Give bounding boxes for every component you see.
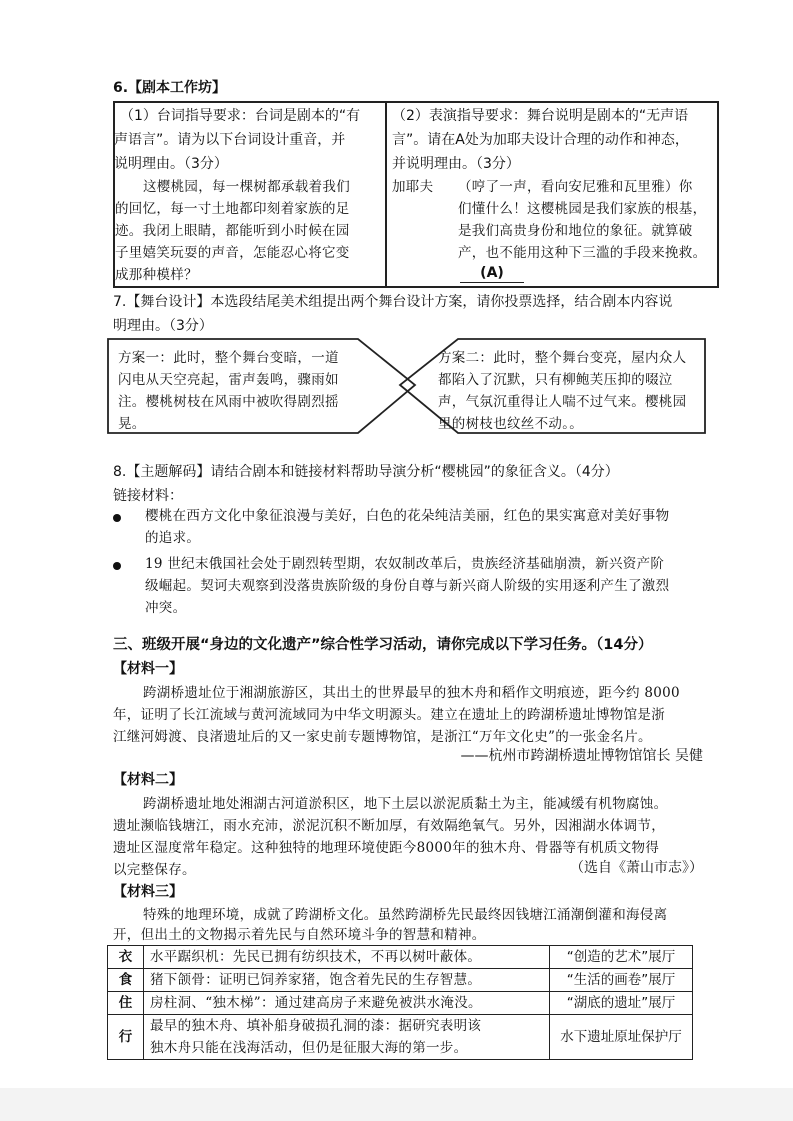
m3-label: 【材料三】	[113, 884, 183, 900]
table-row	[108, 992, 693, 1015]
m1-line-3: 江继河姆渡、良渚遗址后的又一家史前专题博物馆，是浙江“万年文化史”的一张金名片。	[113, 729, 652, 745]
q6-right-text-3: 是我们高贵身份和地位的象征。就算破	[458, 223, 693, 239]
q8-link-label: 链接材料：	[113, 488, 183, 504]
q8-bullet-2-line-1: 19 世纪末俄国社会处于剧烈转型期，农奴制改革后，贵族经济基础崩溃，新兴资产阶	[145, 556, 665, 572]
m2-label: 【材料二】	[113, 772, 183, 788]
m3-line-2: 开，但出土的文物揭示着先民与自然环境斗争的智慧和精神。	[113, 927, 486, 943]
m2-line-2: 遗址濒临钱塘江，雨水充沛，淤泥沉积不断加厚，有效隔绝氧气。另外，因湘湖水体调节，	[113, 818, 665, 834]
table-hall: 水下遗址原址保护厅	[550, 1015, 693, 1060]
table-desc: 水平踞织机：先民已拥有纺织技术，不再以树叶蔽体。	[144, 946, 550, 969]
q7-title-2: 明理由。（3分）	[113, 318, 213, 334]
q6-left-text-4: 子里嬉笑玩耍的声音，怎能忍心将它变	[115, 245, 350, 261]
q6-right-prompt-2: 言”。请在A处为加耶夫设计合理的动作和神态，	[392, 132, 689, 148]
table-desc: 房柱洞、“独木梯”：通过建高房子来避免被洪水淹没。	[144, 992, 550, 1015]
m2-line-4: 以完整保存。	[113, 862, 196, 878]
q6-right-prompt-1: （2）表演指导要求：舞台说明是剧本的“无声语	[392, 108, 689, 124]
plan2-line-2: 都陷入了沉默，只有柳鲍芙压抑的啜泣	[438, 372, 673, 388]
q8-bullet-2-line-3: 冲突。	[145, 600, 187, 616]
table-desc-line: 最早的独木舟、填补船身破损孔洞的漆：据研究表明该	[150, 1018, 482, 1034]
q6-left-text-3: 迹。我闭上眼睛，都能听到小时候在园	[115, 223, 350, 239]
m1-line-2: 年，证明了长江流域与黄河流域同为中华文明源头。建立在遗址上的跨湖桥遗址博物馆是浙	[113, 707, 665, 723]
table-hall: “生活的画卷”展厅	[550, 969, 693, 992]
m1-source: ——杭州市跨湖桥遗址博物馆馆长 吴健	[460, 748, 703, 764]
q6-title: 6.【剧本工作坊】	[113, 80, 227, 96]
plan2-line-3: 声，气氛沉重得让人喘不过气来。樱桃园	[438, 394, 687, 410]
q8-title: 8.【主题解码】请结合剧本和链接材料帮助导演分析“樱桃园”的象征含义。（4分）	[113, 464, 619, 480]
table-key: 住	[108, 992, 144, 1015]
q6-left-prompt-1: （1）台词指导要求：台词是剧本的“有	[120, 108, 361, 124]
q6-left-text-5: 成那种模样？	[115, 267, 198, 283]
table-row	[108, 946, 693, 969]
plan1-line-4: 晃。	[118, 416, 146, 432]
q8-bullet-1-line-2: 的追求。	[145, 530, 201, 546]
m1-line-1: 跨湖桥遗址位于湘湖旅游区，其出土的世界最早的独木舟和稻作文明痕迹，距今约 8000	[143, 685, 680, 701]
table-hall: “湖底的遗址”展厅	[550, 992, 693, 1015]
q6-speaker: 加耶夫	[392, 179, 434, 195]
q8-bullet-1-line-1: 樱桃在西方文化中象征浪漫与美好，白色的花朵纯洁美丽，红色的果实寓意对美好事物	[145, 508, 670, 524]
q6-blank-label: A	[486, 265, 498, 281]
table-key: 衣	[108, 946, 144, 969]
q6-blank: (A)	[460, 264, 524, 283]
plan2-line-4: 里的树枝也纹丝不动。。	[438, 416, 584, 432]
table-key: 行	[108, 1015, 144, 1060]
q6-right-prompt-3: 并说明理由。（3分）	[392, 156, 520, 172]
q6-left-text-2: 的回忆，每一寸土地都印刻着家族的足	[115, 201, 350, 217]
m1-label: 【材料一】	[113, 661, 183, 677]
q6-right-text-1: （哼了一声，看向安尼雅和瓦里雅）你	[458, 179, 693, 195]
table-key: 食	[108, 969, 144, 992]
m2-source: （选自《萧山市志》）	[570, 860, 703, 876]
q6-left-prompt-2: 声语言”。请为以下台词设计重音，并	[114, 132, 346, 148]
q6-left-text-1: 这樱桃园，每一棵树都承载着我们	[143, 179, 350, 195]
plan1-line-2: 闪电从天空亮起，雷声轰鸣，骤雨如	[118, 372, 339, 388]
m3-line-1: 特殊的地理环境，成就了跨湖桥文化。虽然跨湖桥先民最终因钱塘江涌潮倒灌和海侵离	[143, 907, 668, 923]
artifact-table	[107, 945, 693, 1060]
table-desc	[144, 1015, 550, 1060]
bullet-2	[113, 562, 121, 570]
q6-divider	[385, 103, 387, 286]
sec3-title: 三、班级开展“身边的文化遗产”综合性学习活动，请你完成以下学习任务。（14分）	[113, 637, 653, 653]
q6-left-prompt-3: 说明理由。（3分）	[114, 156, 228, 172]
table-desc: 猪下颌骨：证明已饲养家猪，饱含着先民的生存智慧。	[144, 969, 550, 992]
plan1-line-1: 方案一：此时，整个舞台变暗，一道	[118, 350, 339, 366]
table-hall: “创造的艺术”展厅	[550, 946, 693, 969]
m2-line-3: 遗址区湿度常年稳定。这种独特的地理环境使距今8000年的独木舟、骨器等有机质文物得	[113, 840, 660, 856]
plan1-line-3: 注。樱桃树枝在风雨中被吹得剧烈摇	[118, 394, 339, 410]
table-desc-line: 独木舟只能在浅海活动，但仍是征服大海的第一步。	[150, 1040, 468, 1056]
bullet-1	[113, 514, 121, 522]
m2-line-1: 跨湖桥遗址地处湘湖古河道淤积区，地下土层以淤泥质黏土为主，能减缓有机物腐蚀。	[143, 796, 668, 812]
q6-right-text-2: 们懂什么！这樱桃园是我们家族的根基，	[458, 201, 707, 217]
table-row	[108, 969, 693, 992]
plan2-line-1: 方案二：此时，整个舞台变亮，屋内众人	[438, 350, 687, 366]
q7-title-1: 7.【舞台设计】本选段结尾美术组提出两个舞台设计方案，请你投票选择，结合剧本内容说	[113, 294, 673, 310]
q8-bullet-2-line-2: 级崛起。契诃夫观察到没落贵族阶级的身份自尊与新兴商人阶级的实用逐利产生了激烈	[145, 578, 670, 594]
q6-right-text-4: 产，也不能用这种下三滥的手段来挽救。	[458, 245, 707, 261]
table-row	[108, 1015, 693, 1060]
